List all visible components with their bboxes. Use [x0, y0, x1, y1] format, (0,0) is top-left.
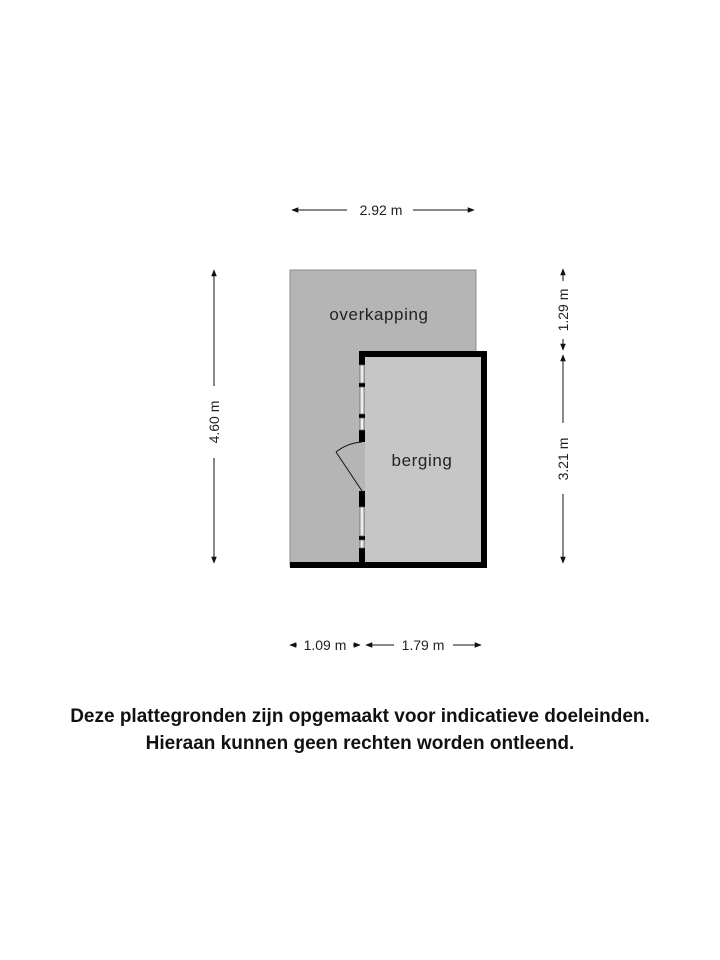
disclaimer-line-2: Hieraan kunnen geen rechten worden ontleend.	[145, 733, 575, 754]
disclaimer-line-1: Deze plattegronden zijn opgemaakt voor indicatieve doeleinden.	[70, 706, 650, 727]
dimension-top-width: 2.92 m	[359, 202, 403, 218]
dimension-bottom-right: 1.79 m	[401, 637, 445, 653]
dimension-left-height: 4.60 m	[206, 400, 222, 444]
room-label-berging: berging	[391, 451, 453, 470]
dimension-bottom-left: 1.09 m	[303, 637, 347, 653]
room-label-overkapping: overkapping	[329, 305, 429, 324]
dimension-right-lower: 3.21 m	[555, 437, 571, 481]
dimension-right-upper: 1.29 m	[555, 288, 571, 332]
